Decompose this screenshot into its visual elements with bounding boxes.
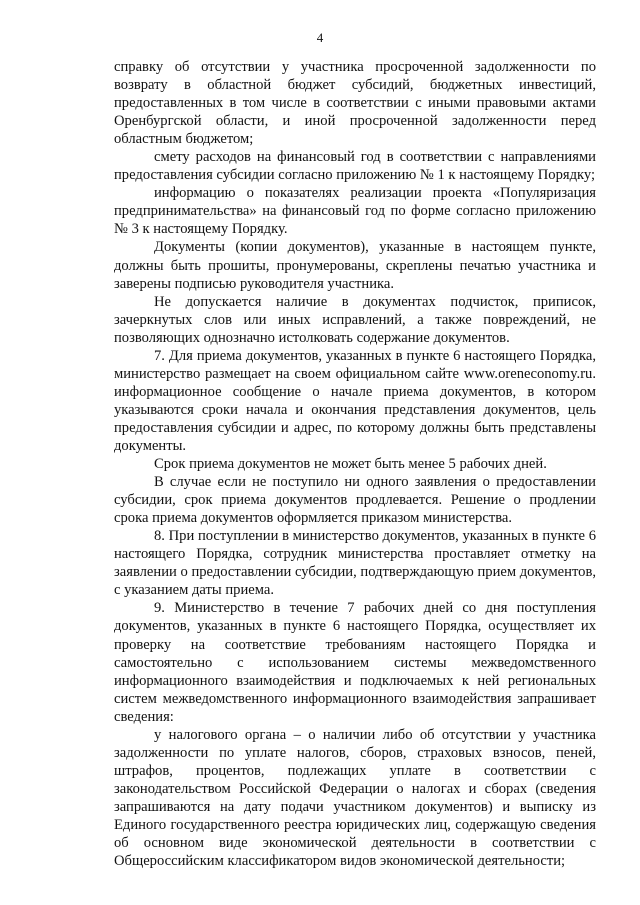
paragraph-debt-certificate: справку об отсутствии у участника просроченной задолженности по возврату в областной бюджет субсидий, бюджетных инвестиций, предоставленных в том числе в соответствии с иными правовыми актами Оренбургской области, и иной просроченной задолженности перед областным бюджетом; bbox=[114, 59, 596, 148]
paragraph-item-8: 8. При поступлении в министерство документов, указанных в пункте 6 настоящего Порядка, сотрудник министерства проставляет отметку на заявлении о предоставлении субсидии, подтверждающую прием документов, с указанием даты приема. bbox=[114, 528, 596, 599]
paragraph-expense-estimate: смету расходов на финансовый год в соответствии с направлениями предоставления субсидии согласно приложению № 1 к настоящему Порядку; bbox=[114, 149, 596, 184]
paragraph-acceptance-period: Срок приема документов не может быть менее 5 рабочих дней. bbox=[154, 456, 547, 473]
paragraph-tax-authority: у налогового органа – о наличии либо об отсутствии у участника задолженности по уплате налогов, сборов, страховых взносов, пеней, штрафов, процентов, подлежащих уплате в соответствии с законодательством Российской Федерации о налогах и сборах (сведения запрашиваются на дату подачи участником документов) и выписку из Единого государственного реестра юридических лиц, содержащую сведения об основном виде экономической деятельности в соответствии с Общероссийским классификатором видов экономической деятельности; bbox=[114, 726, 596, 870]
paragraph-documents-binding: Документы (копии документов), указанные в настоящем пункте, должны быть прошиты, пронумерованы, скреплены печатью участника и заверены подписью руководителя участника. bbox=[114, 239, 596, 292]
document-body bbox=[114, 58, 596, 870]
paragraph-project-indicators: информацию о показателях реализации проекта «Популяризация предпринимательства» на финансовый год по форме согласно приложению № 3 к настоящему Порядку. bbox=[114, 185, 596, 238]
paragraph-period-extension: В случае если не поступило ни одного заявления о предоставлении субсидии, срок приема документов продлевается. Решение о продлении срока приема документов оформляется приказом министерства. bbox=[114, 474, 596, 527]
page-number: 4 bbox=[316, 30, 324, 45]
paragraph-no-corrections: Не допускается наличие в документах подчисток, приписок, зачеркнутых слов или иных исправлений, а также повреждений, не позволяющих однозначно истолковать содержание документов. bbox=[114, 293, 596, 346]
paragraph-item-7: 7. Для приема документов, указанных в пункте 6 настоящего Порядка, министерство размещает на своем официальном сайте www.orenеconomy.ru. информационное сообщение о начале приема документов, в котором указываются сроки начала и окончания представления документов, цель предоставления субсидии и адрес, по которому должны быть представлены документы. bbox=[114, 347, 596, 454]
paragraph-item-9: 9. Министерство в течение 7 рабочих дней со дня поступления документов, указанных в пункте 6 настоящего Порядка, осуществляет их проверку на соответствие требованиям настоящего Порядка и самостоятельно с использованием системы межведомственного информационного взаимодействия и подключаемых к ней региональных систем межведомственного информационного взаимодействия запрашивает сведения: bbox=[114, 600, 596, 725]
